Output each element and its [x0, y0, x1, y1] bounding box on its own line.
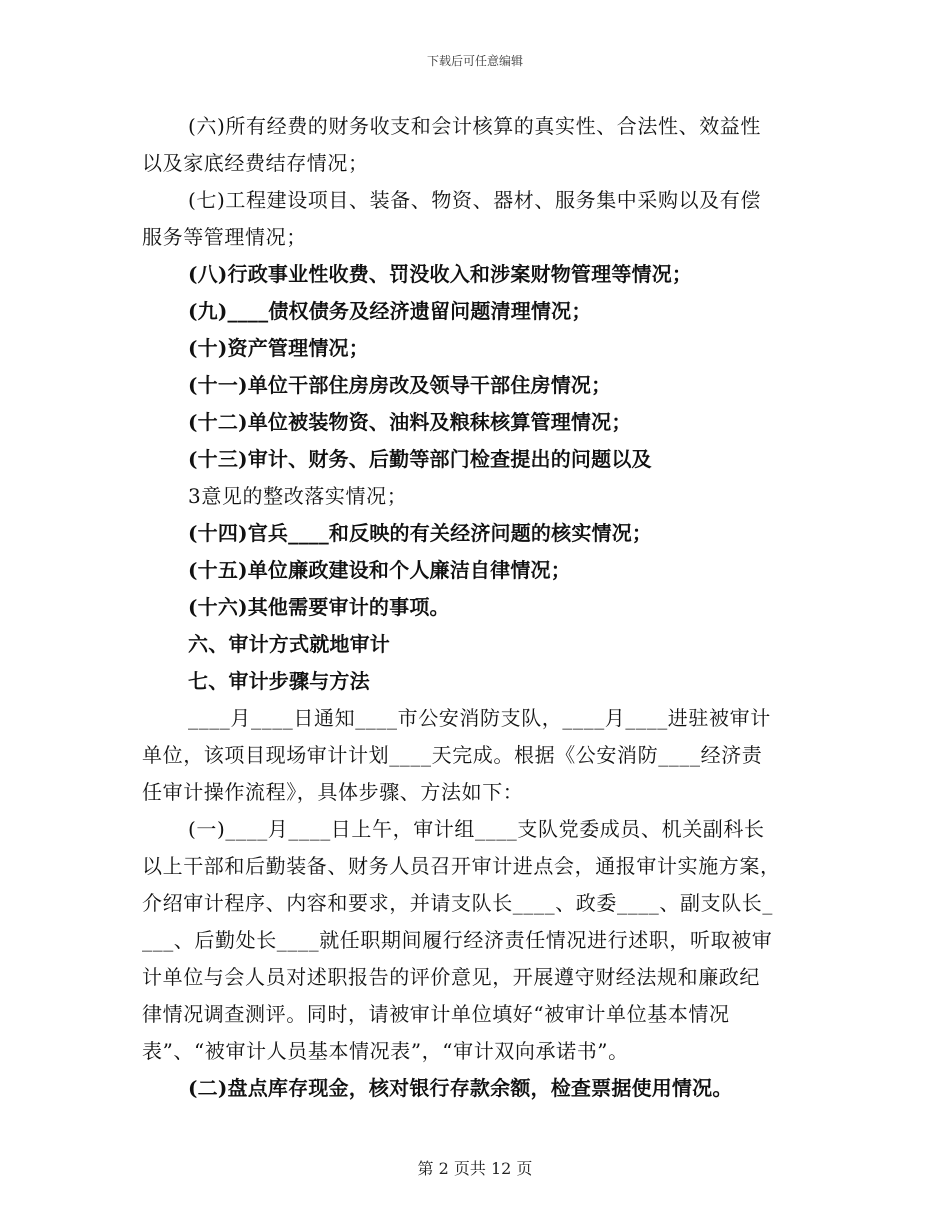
- text-line: 单位，该项目现场审计计划____天完成。根据《公安消防____经济责: [142, 743, 763, 767]
- text-line: 介绍审计程序、内容和要求，并请支队长____、政委____、副支队长_: [142, 891, 773, 915]
- text-line: ___、后勤处长____就任职期间履行经济责任情况进行述职，听取被审: [142, 928, 773, 952]
- text-line: 以及家底经费结存情况；: [142, 151, 369, 175]
- text-line: (十五)单位廉政建设和个人廉洁自律情况；: [188, 558, 571, 582]
- text-line: (十一)单位干部住房房改及领导干部住房情况；: [188, 373, 612, 397]
- text-line: 七、审计步骤与方法: [188, 669, 370, 693]
- text-line: 3意见的整改落实情况；: [188, 484, 408, 508]
- text-line: 六、审计方式就地审计: [188, 632, 390, 656]
- text-line: (十二)单位被装物资、油料及粮秣核算管理情况；: [188, 410, 632, 434]
- document-body: [142, 108, 802, 1107]
- text-line: (八)行政事业性收费、罚没收入和涉案财物管理等情况；: [188, 262, 693, 286]
- text-line: 计单位与会人员对述职报告的评价意见，开展遵守财经法规和廉政纪: [142, 965, 760, 989]
- text-line: (十四)官兵____和反映的有关经济问题的核实情况；: [188, 521, 653, 545]
- text-line: (十)资产管理情况；: [188, 336, 369, 360]
- text-line: 表”、“被审计人员基本情况表”，“审计双向承诺书”。: [142, 1039, 629, 1063]
- text-line: (七)工程建设项目、装备、物资、器材、服务集中采购以及有偿: [188, 188, 762, 212]
- text-line: (六)所有经费的财务收支和会计核算的真实性、合法性、效益性: [188, 114, 762, 138]
- text-line: (一)____月____日上午，审计组____支队党委成员、机关副科长: [188, 817, 765, 841]
- page-footer: 第 2 页共 12 页: [417, 1159, 533, 1178]
- text-line: (九)____债权债务及经济遗留问题清理情况；: [188, 299, 592, 323]
- text-line: (十六)其他需要审计的事项。: [188, 595, 450, 619]
- text-line: ____月____日通知____市公安消防支队，____月____进驻被审计: [188, 706, 771, 730]
- text-line: 服务等管理情况；: [142, 225, 307, 249]
- text-line: 任审计操作流程》，具体步骤、方法如下：: [142, 780, 524, 804]
- text-line: (十三)审计、财务、后勤等部门检查提出的问题以及: [188, 447, 652, 471]
- text-line: 以上干部和后勤装备、财务人员召开审计进点会，通报审计实施方案，: [142, 854, 781, 878]
- text-line: 律情况调查测评。同时，请被审计单位填好“被审计单位基本情况: [142, 1002, 730, 1026]
- text-line: (二)盘点库存现金，核对银行存款余额，检查票据使用情况。: [188, 1076, 733, 1100]
- page-header: 下载后可任意编辑: [426, 54, 523, 68]
